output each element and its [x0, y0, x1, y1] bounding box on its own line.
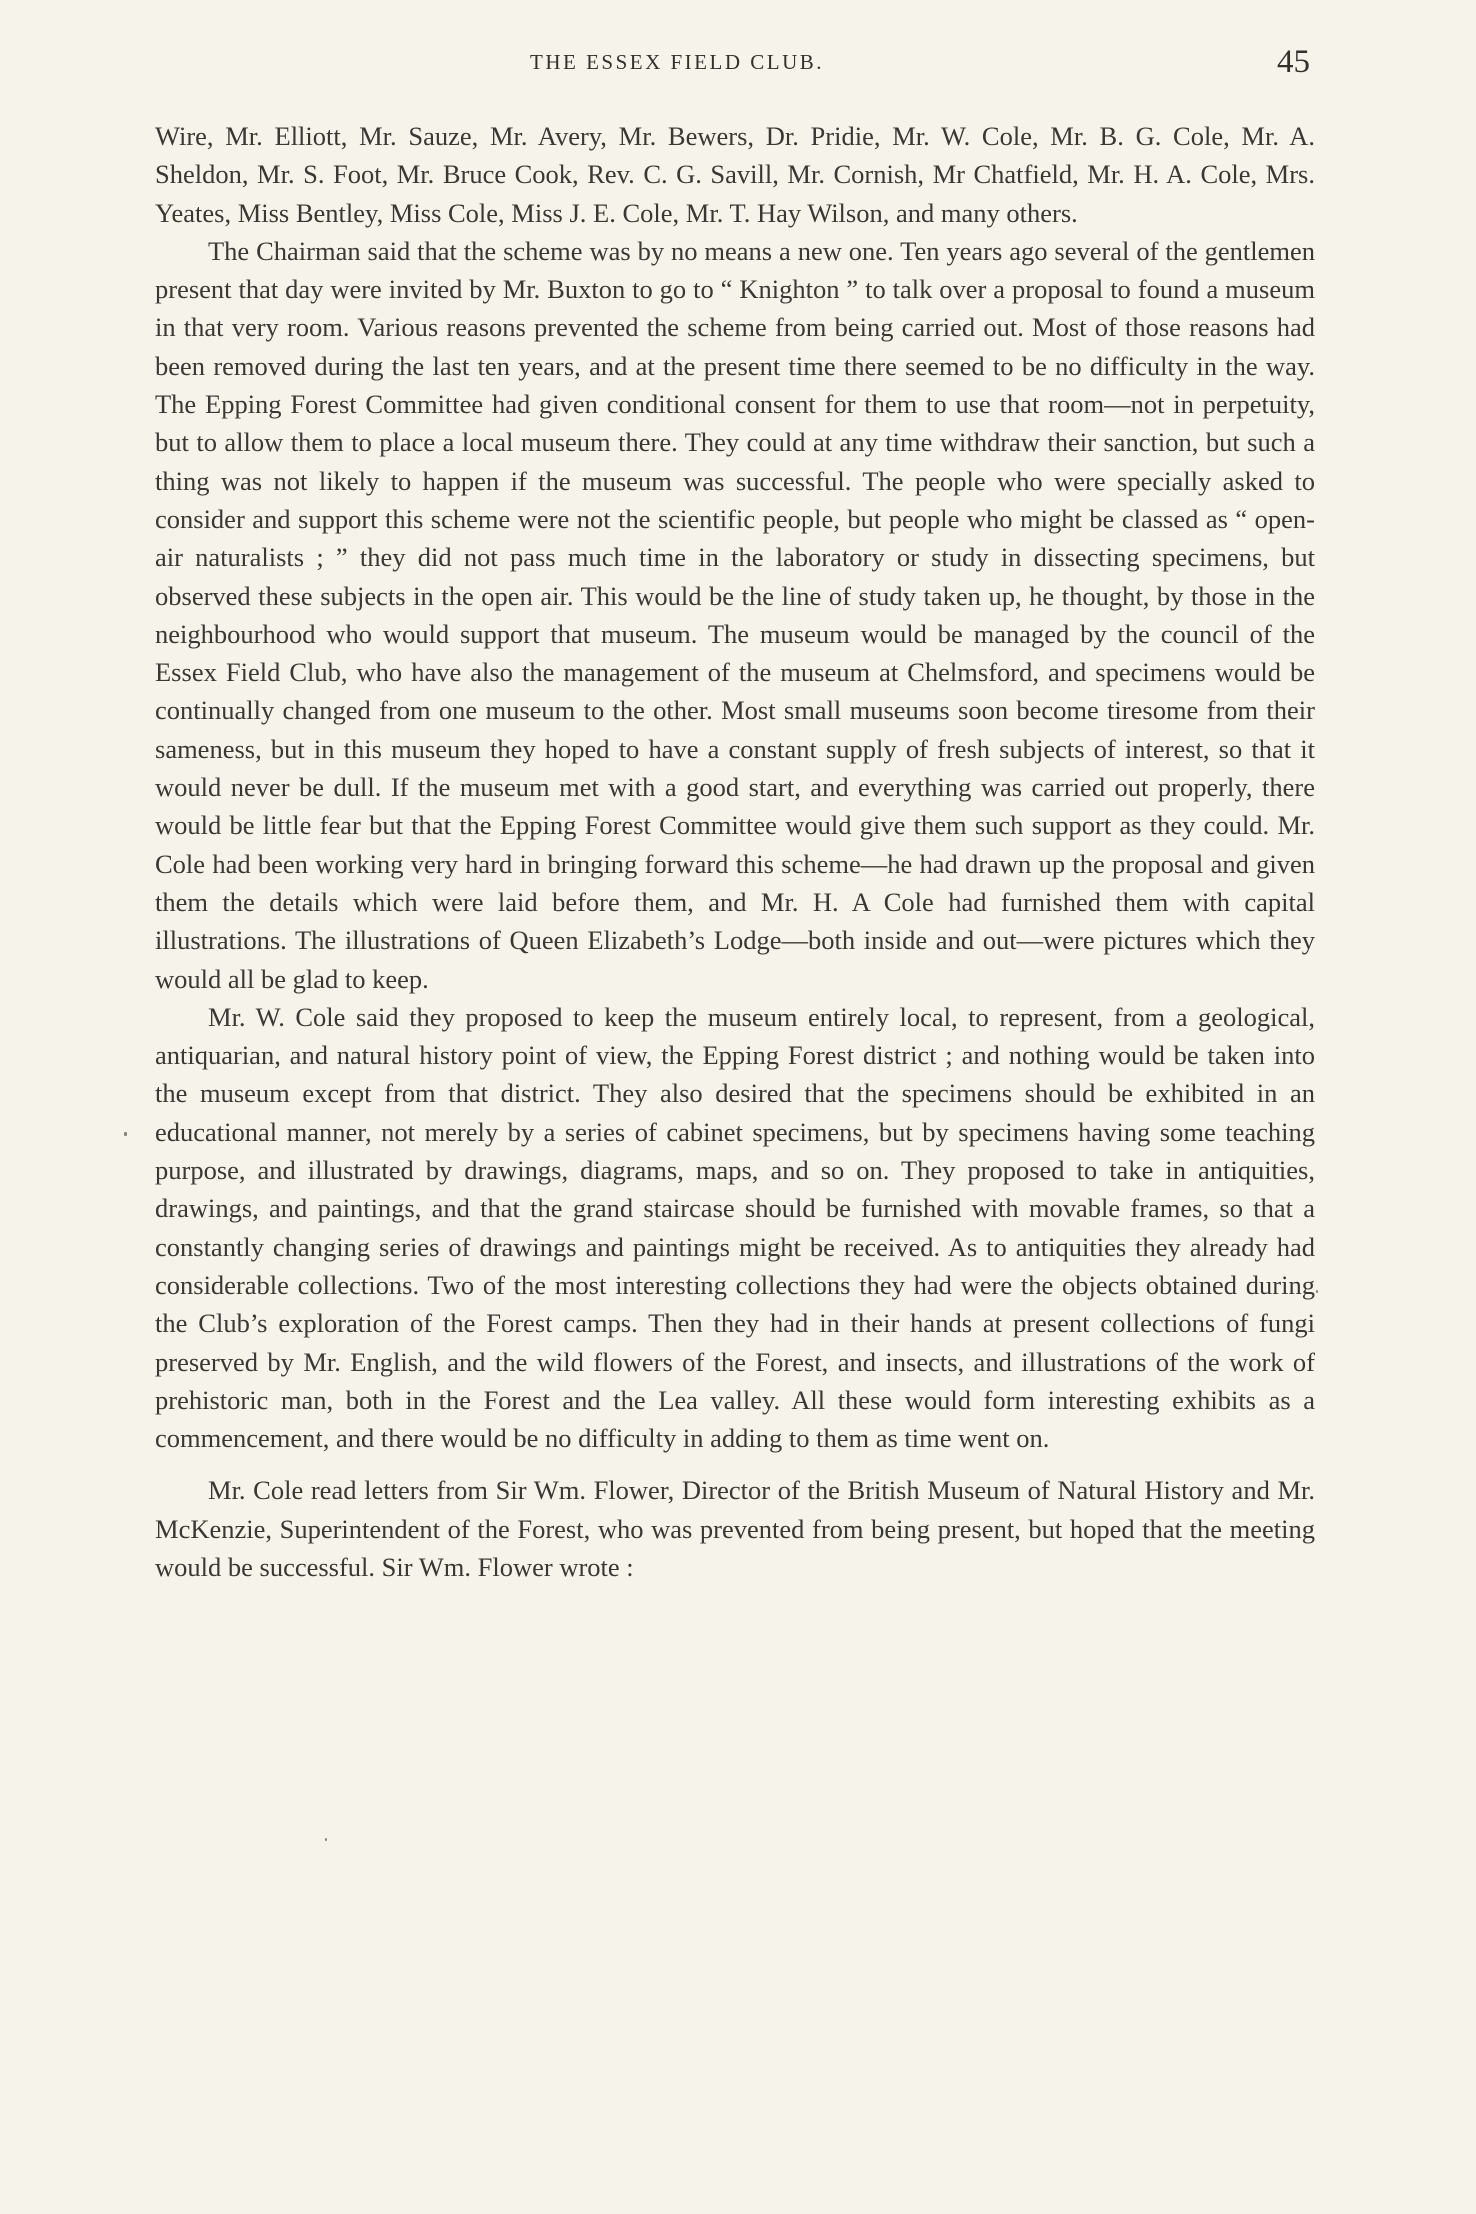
paragraph-chairman-speech: The Chairman said that the scheme was by no means a new one. Ten years ago several of the gentlemen present that day were invited by Mr. Buxton to go to “ Knighton ” to talk over a proposal to found a museum in that very room. Various reasons prevented the scheme from being carried out. Most of those reasons had been removed during the last ten years, and at the present time there seemed to be no difficulty in the way. The Epping Forest Committee had given conditional consent for them to use that room—not in perpetuity, but to allow them to place a local museum there. They could at any time withdraw their sanction, but such a thing was not likely to happen if the museum was successful. The people who were specially asked to consider and support this scheme were not the scientific people, but people who might be classed as “ open-air naturalists ; ” they did not pass much time in the laboratory or study in dissecting specimens, but observed these subjects in the open air. This would be the line of study taken up, he thought, by those in the neighbourhood who would support that museum. The museum would be managed by the council of the Essex Field Club, who have also the management of the museum at Chelmsford, and specimens would be continually changed from one museum to the other. Most small museums soon become tiresome from their sameness, but in this museum they hoped to have a constant supply of fresh subjects of interest, so that it would never be dull. If the museum met with a good start, and everything was carried out properly, there would be little fear but that the Epping Forest Committee would give them such support as they could. Mr. Cole had been working very hard in bringing forward this scheme—he had drawn up the proposal and given them the details which were laid before them, and Mr. H. A Cole had furnished them with capital illustrations. The illustrations of Queen Elizabeth’s Lodge—both inside and out—were pictures which they would all be glad to keep. — [155, 235, 1315, 994]
paragraph-attendees: Wire, Mr. Elliott, Mr. Sauze, Mr. Avery, Mr. Bewers, Dr. Pridie, Mr. W. Cole, Mr. B. G. Cole, Mr. A. Sheldon, Mr. S. Foot, Mr. Bruce Cook, Rev. C. G. Savill, Mr. Cornish, Mr Chatfield, Mr. H. A. Cole, Mrs. Yeates, Miss Bentley, Miss Cole, Miss J. E. Cole, Mr. T. Hay Wilson, and many others. — [155, 121, 1315, 228]
running-title: THE ESSEX FIELD CLUB. — [530, 50, 824, 74]
paper-speck — [325, 1838, 327, 1841]
paragraph-cole-proposal: Mr. W. Cole said they proposed to keep the museum entirely local, to represent, from a geological, antiquarian, and natural history point of view, the Epping Forest district ; and nothing would be taken into the museum except from that district. They also desired that the specimens should be exhibited in an educational manner, not merely by a series of cabinet specimens, but by specimens having some teaching purpose, and illustrated by drawings, diagrams, maps, and so on. They proposed to take in antiquities, drawings, and paintings, and that the grand staircase should be furnished with movable frames, so that a constantly changing series of drawings and paintings might be received. As to antiquities they already had considerable collections. Two of the most interesting collections they had were the objects obtained during the Club’s exploration of the Forest camps. Then they had in their hands at present collections of fungi preserved by Mr. English, and the wild flowers of the Forest, and insects, and illustrations of the work of prehistoric man, both in the Forest and the Lea valley. All these would form interesting exhibits as a commencement, and there would be no difficulty in adding to them as time went on. — [155, 1001, 1315, 1454]
running-head — [150, 44, 1310, 94]
paper-speck — [1316, 1290, 1318, 1293]
paper-speck — [124, 1132, 127, 1136]
body-text — [155, 117, 1315, 1586]
paragraph-letters: Mr. Cole read letters from Sir Wm. Flower, Director of the British Museum of Natural History and Mr. McKenzie, Superintendent of the Forest, who was prevented from being present, but hoped that the meeting would be successful. Sir Wm. Flower wrote : — [155, 1475, 1315, 1582]
page-number: 45 — [1277, 44, 1310, 80]
